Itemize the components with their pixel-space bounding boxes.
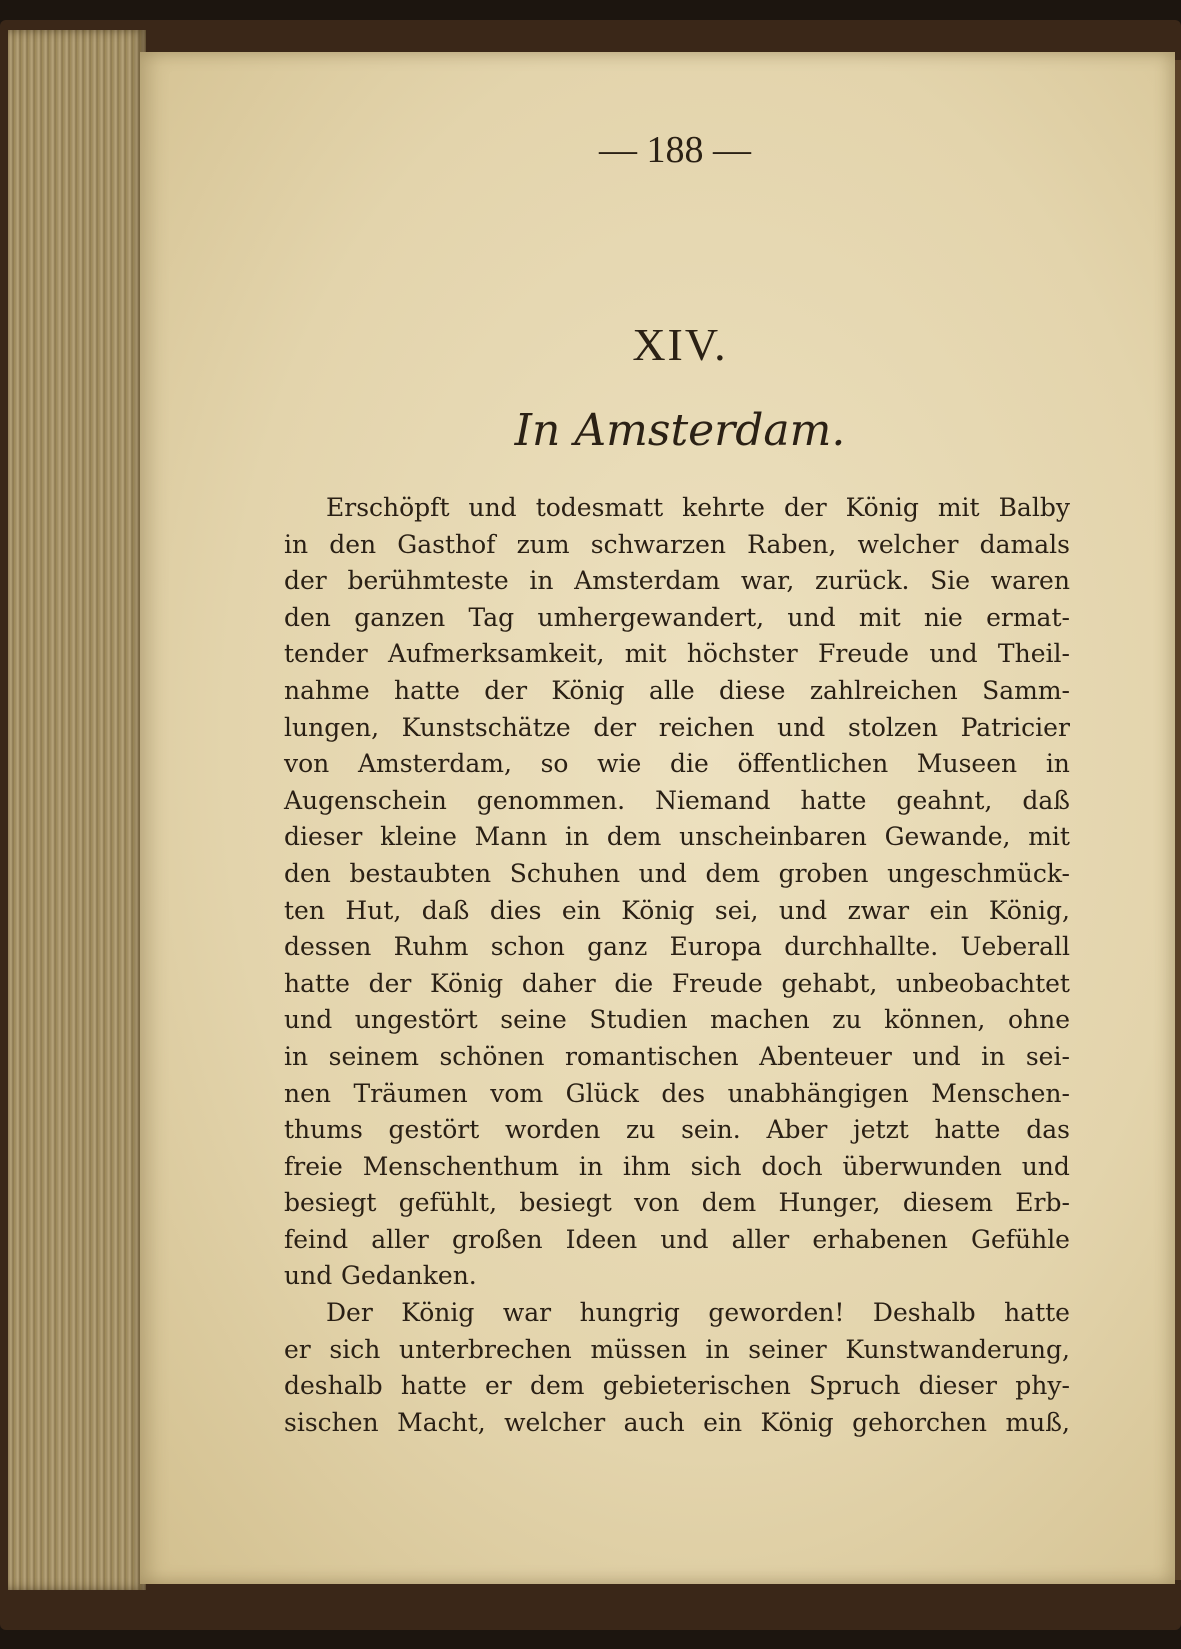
word: in xyxy=(981,1041,1006,1071)
text-line xyxy=(284,1002,1070,1039)
word: ganzen xyxy=(354,602,446,632)
chapter-title: In Amsterdam. xyxy=(514,405,846,456)
word: ten xyxy=(284,895,325,925)
word: alle xyxy=(648,675,695,705)
word: durchhallte. xyxy=(784,932,939,962)
word: sischen xyxy=(284,1407,379,1437)
word: ungeschmück- xyxy=(887,858,1070,888)
text-line xyxy=(284,600,1070,637)
word: mit xyxy=(937,493,980,522)
text-line xyxy=(284,1332,1070,1369)
word: hatte xyxy=(1004,1298,1070,1328)
word: dieser xyxy=(918,1371,998,1401)
word: besiegt xyxy=(284,1188,377,1218)
word: den xyxy=(284,858,331,888)
word: überwunden xyxy=(842,1151,1002,1181)
word: dessen xyxy=(284,932,372,962)
word: groben xyxy=(778,858,869,888)
word: Abenteuer xyxy=(759,1041,892,1071)
word: Macht, xyxy=(397,1407,486,1437)
text-line xyxy=(284,1295,1070,1332)
word: in xyxy=(284,529,309,559)
word: zu xyxy=(832,1005,862,1035)
word: erhabenen xyxy=(812,1224,948,1254)
word: er xyxy=(484,1371,512,1401)
word: kleine xyxy=(380,822,457,852)
word: hungrig xyxy=(579,1298,680,1328)
word: müssen xyxy=(590,1334,687,1364)
word: und xyxy=(284,1261,333,1291)
word: Spruch xyxy=(809,1371,901,1401)
word: zu xyxy=(626,1115,656,1145)
word: zurück. xyxy=(815,566,910,596)
text-line xyxy=(284,636,1070,673)
word: können, xyxy=(884,1005,986,1035)
word: aller xyxy=(731,1224,790,1254)
word: Hunger, xyxy=(778,1188,881,1218)
word: Freude xyxy=(818,639,910,669)
word: gehorchen xyxy=(852,1407,988,1437)
word: daß xyxy=(421,895,470,925)
word: daß xyxy=(1022,785,1070,815)
chapter-number: XIV. xyxy=(632,319,728,370)
text-line xyxy=(284,1149,1070,1186)
word: das xyxy=(1026,1115,1070,1145)
word: hatte xyxy=(800,785,867,815)
word: und xyxy=(284,1005,333,1035)
text-line xyxy=(284,673,1070,710)
word: ein xyxy=(561,895,601,925)
word: den xyxy=(284,602,331,632)
word: und xyxy=(929,639,978,669)
paragraph xyxy=(284,1295,1070,1441)
word: der xyxy=(368,968,412,998)
word: in xyxy=(529,566,554,596)
word: war, xyxy=(740,566,795,596)
word: König xyxy=(401,1298,475,1328)
body-text xyxy=(284,490,1070,1441)
word: damals xyxy=(979,529,1070,559)
word: König xyxy=(551,675,625,705)
word: sei, xyxy=(714,895,759,925)
text-line xyxy=(284,1112,1070,1149)
word: diese xyxy=(719,675,786,705)
word: in xyxy=(705,1334,730,1364)
text-line xyxy=(284,746,1070,783)
word: welcher xyxy=(857,529,959,559)
word: Theil- xyxy=(997,639,1070,669)
text-line xyxy=(284,1368,1070,1405)
word: muß, xyxy=(1005,1407,1070,1437)
word: zum xyxy=(516,529,570,559)
word: der xyxy=(593,712,637,742)
word: und xyxy=(912,1041,961,1071)
word: todesmatt xyxy=(535,493,664,522)
word: Ueberall xyxy=(960,932,1070,962)
word: dem xyxy=(529,1371,585,1401)
word: und xyxy=(778,895,828,925)
word: unscheinbaren xyxy=(679,822,867,852)
word: in xyxy=(565,822,590,852)
page-edges xyxy=(8,30,146,1590)
word: worden xyxy=(505,1115,601,1145)
word: König, xyxy=(988,895,1070,925)
word: war xyxy=(502,1298,552,1328)
word: Niemand xyxy=(655,785,771,815)
word: König xyxy=(430,968,504,998)
word: Augenschein xyxy=(284,785,447,815)
word: Gasthof xyxy=(397,529,496,559)
word: ganz xyxy=(587,932,648,962)
word: freie xyxy=(284,1151,343,1181)
text-line xyxy=(284,1185,1070,1222)
word: Menschenthum xyxy=(362,1151,559,1181)
word: Sie xyxy=(930,566,971,596)
word: von xyxy=(634,1188,680,1218)
word: mit xyxy=(858,602,901,632)
word: sich xyxy=(690,1151,742,1181)
word: gefühlt, xyxy=(398,1188,498,1218)
word: hatte xyxy=(284,968,350,998)
word: die xyxy=(670,749,709,779)
word: unterbrechen xyxy=(399,1334,572,1364)
word: Hut, xyxy=(345,895,402,925)
word: lungen, xyxy=(284,712,380,742)
word: der xyxy=(783,493,827,522)
word: unbeobachtet xyxy=(896,968,1070,998)
word: dieser xyxy=(284,822,363,852)
word: stolzen xyxy=(847,712,938,742)
text-line xyxy=(284,893,1070,930)
text-line xyxy=(284,1222,1070,1259)
word: waren xyxy=(990,566,1070,596)
word: kehrte xyxy=(682,493,765,522)
word: vom xyxy=(490,1078,544,1108)
page-number: — 188 — xyxy=(599,129,751,171)
word: seinem xyxy=(328,1041,419,1071)
word: hatte xyxy=(934,1115,1001,1145)
word: Träumen xyxy=(353,1078,468,1108)
word: machen xyxy=(710,1005,810,1035)
word: auch xyxy=(623,1407,685,1437)
word: Patricier xyxy=(960,712,1070,742)
word: des xyxy=(661,1078,706,1108)
word: besiegt xyxy=(519,1188,612,1218)
word: und xyxy=(777,712,826,742)
text-line xyxy=(284,563,1070,600)
word: höchster xyxy=(686,639,798,669)
word: doch xyxy=(761,1151,823,1181)
word: Schuhen xyxy=(509,858,621,888)
word: nie xyxy=(923,602,963,632)
word: mit xyxy=(1028,822,1070,852)
word: romantischen xyxy=(565,1041,739,1071)
word: schönen xyxy=(439,1041,545,1071)
word: umhergewandert, xyxy=(537,602,765,632)
word: gebieterischen xyxy=(602,1371,791,1401)
word: Deshalb xyxy=(872,1298,976,1328)
word: Ruhm xyxy=(393,932,469,962)
word: ermat- xyxy=(986,602,1070,632)
text-line xyxy=(284,710,1070,747)
word: und xyxy=(468,493,517,522)
word: dem xyxy=(606,822,662,852)
word: Aufmerksamkeit, xyxy=(388,639,605,669)
text-line xyxy=(284,1258,1070,1295)
word: König xyxy=(621,895,695,925)
word: daher xyxy=(521,968,596,998)
word: von xyxy=(284,749,330,779)
word: phy- xyxy=(1015,1371,1070,1401)
word: Erb- xyxy=(1015,1188,1070,1218)
text-line xyxy=(284,783,1070,820)
word: Aber xyxy=(766,1115,828,1145)
word: ein xyxy=(929,895,969,925)
word: seine xyxy=(500,1005,567,1035)
word: feind xyxy=(284,1224,349,1254)
word: Amsterdam, xyxy=(357,749,512,779)
text-line xyxy=(284,1076,1070,1113)
word: diesem xyxy=(902,1188,993,1218)
text-line xyxy=(284,929,1070,966)
word: ungestört xyxy=(354,1005,478,1035)
word: Amsterdam xyxy=(574,566,721,596)
text-line xyxy=(284,819,1070,856)
word: dies xyxy=(489,895,542,925)
word: sei- xyxy=(1025,1041,1070,1071)
word: Gewande, xyxy=(884,822,1011,852)
word: sich xyxy=(329,1334,381,1364)
word: in xyxy=(284,1041,309,1071)
word: geahnt, xyxy=(896,785,993,815)
word: welcher xyxy=(504,1407,606,1437)
word: König xyxy=(845,493,919,522)
text-line xyxy=(284,1039,1070,1076)
word: Kunstschätze xyxy=(401,712,571,742)
word: Samm- xyxy=(982,675,1070,705)
word: genommen. xyxy=(476,785,626,815)
word: so xyxy=(540,749,569,779)
word: ein xyxy=(703,1407,743,1437)
word: Studien xyxy=(589,1005,688,1035)
word: tender xyxy=(284,639,368,669)
word: Glück xyxy=(565,1078,639,1108)
word: nahme xyxy=(284,675,370,705)
word: sein. xyxy=(681,1115,741,1145)
word: berühmteste xyxy=(347,566,509,596)
word: jetzt xyxy=(853,1115,909,1145)
word: in xyxy=(1045,749,1070,779)
word: der xyxy=(484,675,528,705)
word: deshalb xyxy=(284,1371,383,1401)
word: öffentlichen xyxy=(737,749,889,779)
paragraph xyxy=(284,490,1070,1295)
word: reichen xyxy=(658,712,755,742)
word: Museen xyxy=(916,749,1018,779)
word: und xyxy=(787,602,836,632)
word: Kunstwanderung, xyxy=(845,1334,1070,1364)
word: mit xyxy=(624,639,667,669)
text-line xyxy=(284,1405,1070,1442)
word: Erschöpft xyxy=(326,493,450,522)
word: ihm xyxy=(622,1151,671,1181)
word: dem xyxy=(705,858,760,888)
word: Mann xyxy=(474,822,548,852)
word: nen xyxy=(284,1078,331,1108)
word: Der xyxy=(326,1298,373,1328)
text-line xyxy=(284,856,1070,893)
word: König xyxy=(760,1407,834,1437)
word: Europa xyxy=(669,932,762,962)
word: geworden! xyxy=(708,1298,845,1328)
word: aller xyxy=(371,1224,429,1254)
word: seiner xyxy=(748,1334,827,1364)
word: Raben, xyxy=(747,529,837,559)
word: gehabt, xyxy=(781,968,878,998)
word: die xyxy=(614,968,654,998)
word: der xyxy=(284,566,327,596)
word: und xyxy=(638,858,687,888)
word: Freude xyxy=(671,968,763,998)
word: zahlreichen xyxy=(809,675,958,705)
word: thums xyxy=(284,1115,363,1145)
text-line xyxy=(284,966,1070,1003)
text-line xyxy=(284,527,1070,564)
word: schwarzen xyxy=(590,529,726,559)
word: schon xyxy=(490,932,565,962)
word: zwar xyxy=(847,895,910,925)
word: und xyxy=(660,1224,709,1254)
word: und xyxy=(1021,1151,1070,1181)
word: bestaubten xyxy=(349,858,492,888)
word: dem xyxy=(701,1188,757,1218)
word: wie xyxy=(597,749,642,779)
word: unabhängigen xyxy=(727,1078,909,1108)
word: hatte xyxy=(393,675,460,705)
word: Gefühle xyxy=(970,1224,1070,1254)
word: er xyxy=(284,1334,311,1364)
word: den xyxy=(329,529,377,559)
word: gestört xyxy=(388,1115,480,1145)
word: großen xyxy=(451,1224,543,1254)
word: Menschen- xyxy=(931,1078,1070,1108)
text-line xyxy=(284,490,1070,527)
word: hatte xyxy=(400,1371,467,1401)
word: Tag xyxy=(468,602,515,632)
word: Balby xyxy=(998,493,1070,522)
word: Gedanken. xyxy=(340,1261,477,1291)
word: Ideen xyxy=(565,1224,638,1254)
word: in xyxy=(578,1151,603,1181)
word: ohne xyxy=(1007,1005,1070,1035)
